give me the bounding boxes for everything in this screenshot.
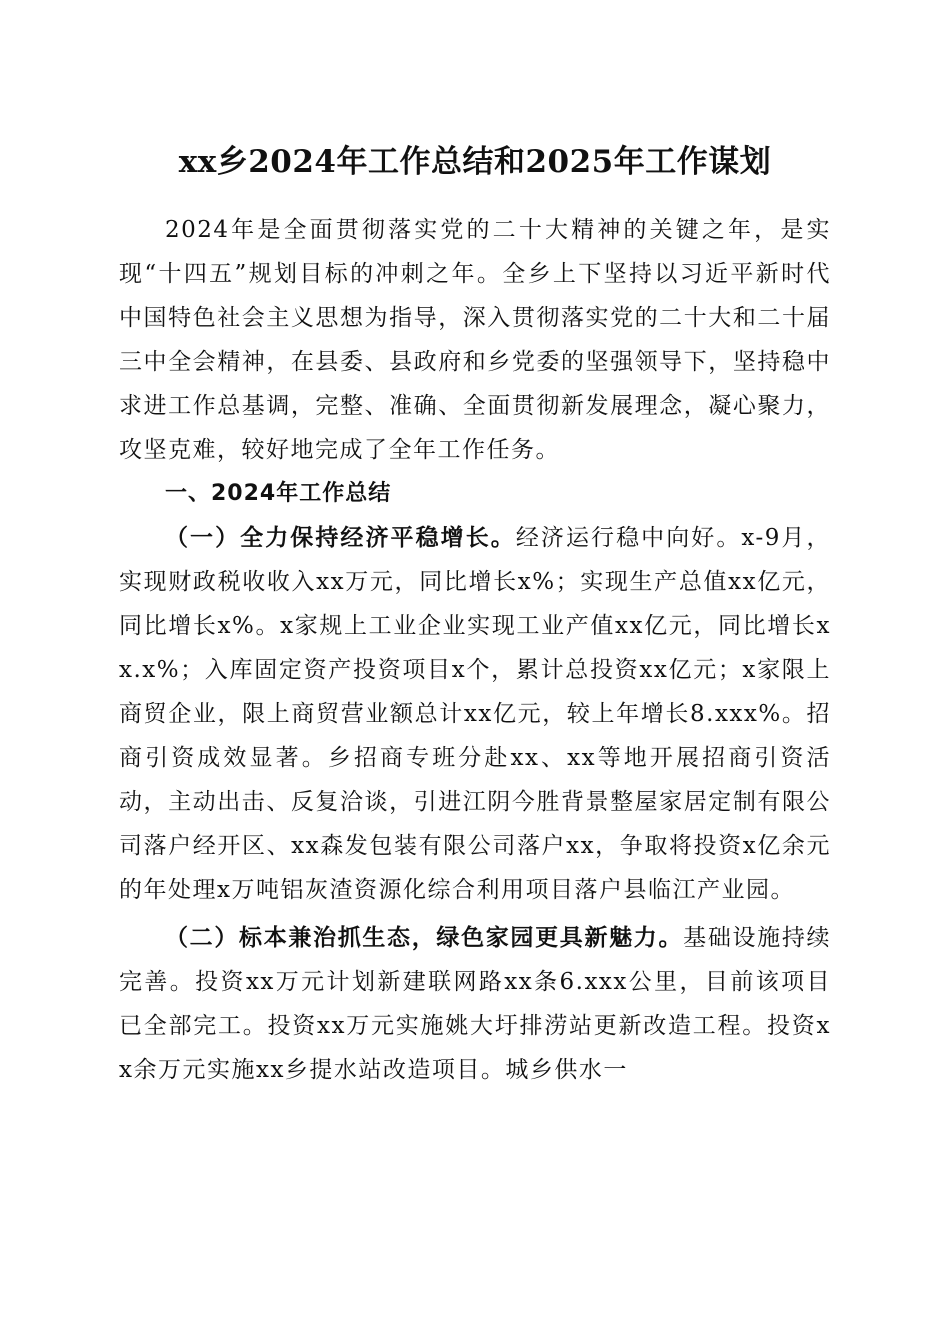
intro-paragraph: 2024年是全面贯彻落实党的二十大精神的关键之年，是实现“十四五”规划目标的冲刺之年。全乡上下坚持以习近平新时代中国特色社会主义思想为指导，深入贯彻落实党的二十大和二十届三中全会精神，在县委、县政府和乡党委的坚强领导下，坚持稳中求进工作总基调，完整、准确、全面贯彻新发展理念，凝心聚力，攻坚克难，较好地完成了全年工作任务。 bbox=[119, 217, 831, 463]
item-2-paragraph bbox=[119, 916, 831, 1092]
item-2-body: 基础设施持续完善。投资xx万元计划新建联网路xx条6.xxx公里，目前该项目已全部完工。投资xx万元实施姚大圩排涝站更新改造工程。投资xx余万元实施xx乡提水站改造项目。城乡供水一 bbox=[119, 925, 832, 1083]
document-body bbox=[119, 208, 831, 1092]
item-1-paragraph bbox=[119, 516, 831, 912]
item-1-heading: （一）全力保持经济平稳增长。 bbox=[165, 524, 516, 551]
section-heading: 一、2024年工作总结 bbox=[165, 481, 392, 506]
document-title: xx乡2024年工作总结和2025年工作谋划 bbox=[178, 144, 772, 180]
item-1-body: 经济运行稳中向好。x-9月，实现财政税收收入xx万元，同比增长x%；实现生产总值xx亿元，同比增长x%。x家规上工业企业实现工业产值xx亿元，同比增长xx.x%；入库固定资产投资项目x个，累计总投资xx亿元；x家限上商贸企业，限上商贸营业额总计xx亿元，较上年增长8.xxx%。招商引资成效显著。乡招商专班分赴xx、xx等地开展招商引资活动，主动出击、反复洽谈，引进江阴今胜背景整屋家居定制有限公司落户经开区、xx森发包装有限公司落户xx，争取将投资x亿余元的年处理x万吨铝灰渣资源化综合利用项目落户县临江产业园。 bbox=[119, 525, 831, 903]
item-2-heading: （二）标本兼治抓生态，绿色家园更具新魅力。 bbox=[165, 924, 684, 951]
